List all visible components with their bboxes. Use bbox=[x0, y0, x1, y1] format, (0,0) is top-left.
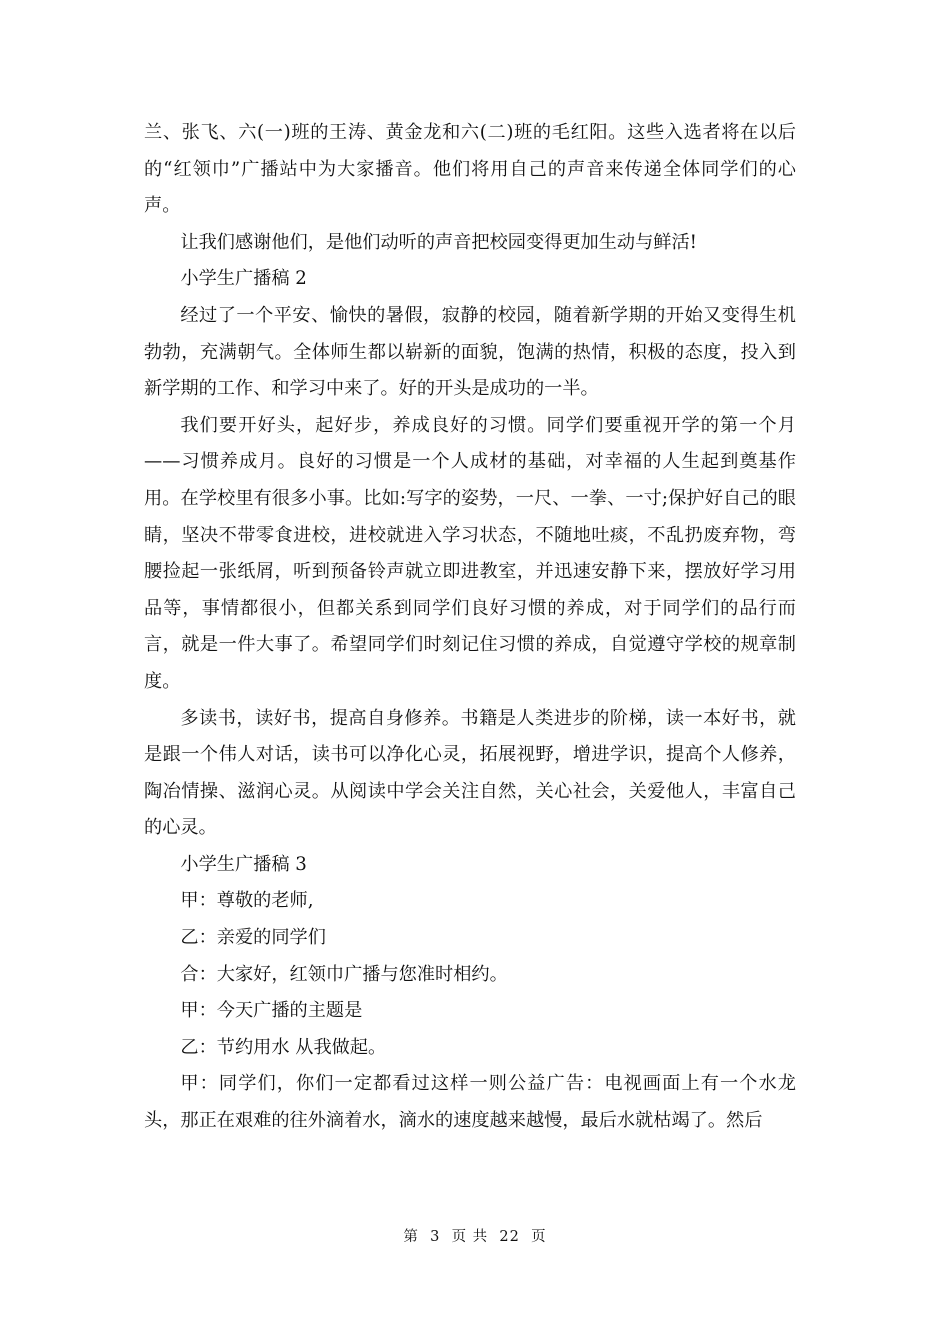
document-body bbox=[144, 115, 796, 1140]
dialogue-line-5: 乙：节约用水 从我做起。 bbox=[180, 1036, 387, 1058]
dialogue-line-1: 甲：尊敬的老师, bbox=[180, 890, 314, 912]
paragraph-4: 我们要开好头，起好步，养成良好的习惯。同学们要重视开学的第一个月——习惯养成月。良好的习惯是一个人成材的基础，对幸福的人生起到奠基作用。在学校里有很多小事。比如:写字的姿势，一尺、一拳、一寸;保护好自己的眼睛，坚决不带零食进校，进校就进入学习状态，不随地吐痰，不乱扔废弃物，弯腰捡起一张纸屑，听到预备铃声就立即进教室，并迅速安静下来，摆放好学习用品等，事情都很小，但都关系到同学们良好习惯的养成，对于同学们的品行而言，就是一件大事了。希望同学们时刻记住习惯的养成，自觉遵守学校的规章制度。 bbox=[144, 414, 796, 692]
paragraph-1: 让我们感谢他们，是他们动听的声音把校园变得更加生动与鲜活! bbox=[180, 231, 697, 253]
section-heading-3: 小学生广播稿 3 bbox=[180, 853, 307, 875]
dialogue-line-2: 乙：亲爱的同学们 bbox=[180, 927, 326, 949]
dialogue-line-4: 甲：今天广播的主题是 bbox=[180, 1000, 363, 1022]
paragraph-3: 经过了一个平安、愉快的暑假，寂静的校园，随着新学期的开始又变得生机勃勃，充满朝气。全体师生都以崭新的面貌，饱满的热情，积极的态度，投入到新学期的工作、和学习中来了。好的开头是成功的一半。 bbox=[144, 304, 796, 400]
paragraph-5: 多读书，读好书，提高自身修养。书籍是人类进步的阶梯，读一本好书，就是跟一个伟人对话，读书可以净化心灵，拓展视野，增进学识，提高个人修养，陶冶情操、滋润心灵。从阅读中学会关注自然，关心社会，关爱他人，丰富自己的心灵。 bbox=[144, 707, 796, 839]
dialogue-line-6: 甲：同学们，你们一定都看过这样一则公益广告：电视画面上有一个水龙头，那正在艰难的往外滴着水，滴水的速度越来越慢，最后水就枯竭了。然后 bbox=[144, 1073, 796, 1132]
dialogue-line-3: 合：大家好，红领巾广播与您准时相约。 bbox=[180, 963, 508, 985]
page-number-footer: 第 3 页 共 22 页 bbox=[403, 1229, 547, 1245]
section-heading-2: 小学生广播稿 2 bbox=[180, 268, 307, 290]
paragraph-0: 兰、张飞、六(一)班的王涛、黄金龙和六(二)班的毛红阳。这些入选者将在以后的“红领巾”广播站中为大家播音。他们将用自己的声音来传递全体同学们的心声。 bbox=[144, 122, 796, 217]
